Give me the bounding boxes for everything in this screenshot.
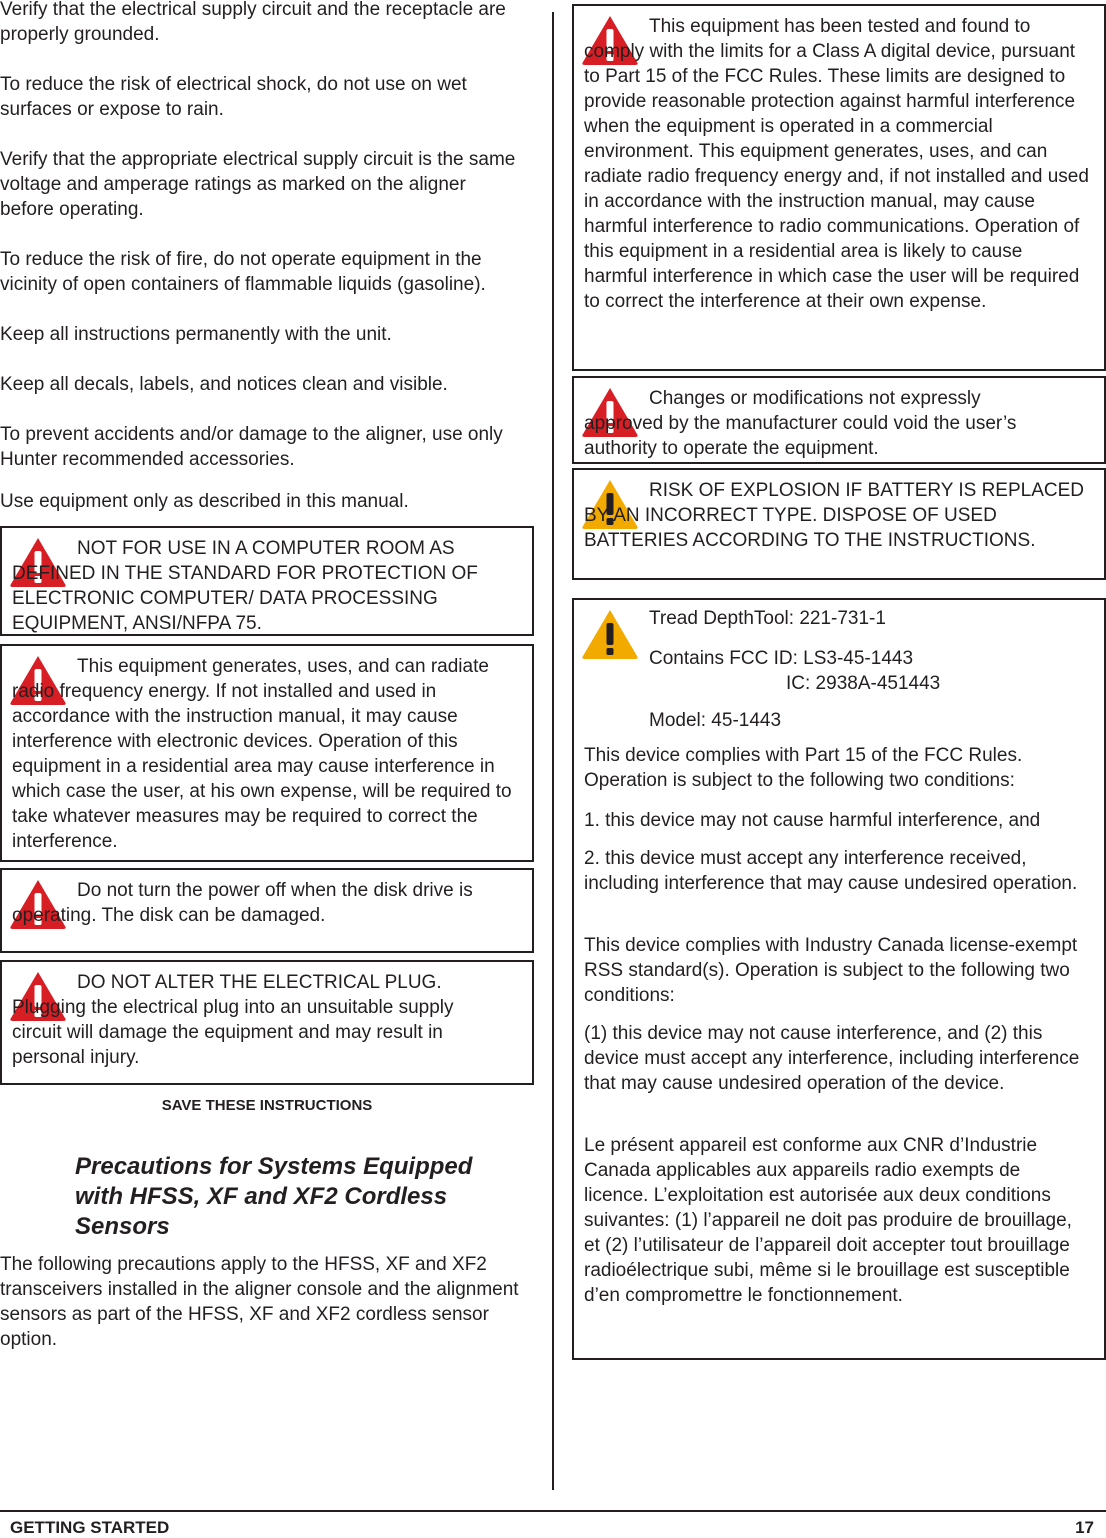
paragraph-use-manual: Use equipment only as described in this manual.	[0, 491, 409, 512]
warning-box-disk-drive	[0, 868, 534, 953]
paragraph-wet-surfaces: To reduce the risk of electrical shock, do not use on wet surfaces or expose to rain.	[0, 74, 467, 120]
fcc-condition-1: 1. this device may not cause harmful interference, and	[584, 810, 1041, 831]
paragraph-keep-instructions: Keep all instructions permanently with the unit.	[0, 324, 392, 345]
paragraph-supply-circuit: Verify that the appropriate electrical supply circuit is the same voltage and amperage ratings as marked on the aligner before operating.	[0, 149, 516, 220]
footer-section-title: GETTING STARTED	[10, 1518, 170, 1537]
fcc-id: Contains FCC ID: LS3-45-1443	[649, 648, 914, 669]
warning-box-battery	[572, 468, 1106, 580]
warning-box-radio-frequency	[0, 644, 534, 862]
warning-text: DO NOT ALTER THE ELECTRICAL PLUG. Plugging the electrical plug into an unsuitable supply circuit will damage the equipment and may result in personal injury.	[12, 972, 454, 1068]
model-number: Model: 45-1443	[649, 710, 782, 731]
warning-box-modifications	[572, 376, 1106, 464]
paragraph-keep-decals: Keep all decals, labels, and notices clean and visible.	[0, 374, 448, 395]
ic-conditions: (1) this device may not cause interference, and (2) this device must accept any interference, including interference that may cause undesired operation of the device.	[584, 1023, 1080, 1094]
warning-text: This equipment generates, uses, and can radiate radio frequency energy. If not installed and used in accordance with the instruction manual, it may cause interference with electronic devices. Operation of this equipment in a residential area may cause interference in which case the user, at his own expense, will be required to take whatever measures may be required to correct the interference.	[12, 656, 512, 852]
warning-box-computer-room	[0, 526, 534, 636]
caution-yellow-icon	[581, 608, 639, 660]
warning-text: Do not turn the power off when the disk drive is operating. The disk can be damaged.	[12, 880, 473, 926]
paragraph-precautions-intro: The following precautions apply to the HFSS, XF and XF2 transceivers installed in the aligner console and the alignment sensors as part of the HFSS, XF and XF2 cordless sensor option.	[0, 1254, 519, 1350]
fcc-part15-text: This device complies with Part 15 of the FCC Rules. Operation is subject to the following two conditions:	[584, 745, 1023, 791]
tool-part-number: Tread DepthTool: 221-731-1	[649, 608, 886, 629]
ic-number: IC: 2938A-451443	[786, 673, 941, 694]
footer-rule	[0, 1510, 1106, 1512]
save-instructions: SAVE THESE INSTRUCTIONS	[161, 1097, 373, 1114]
warning-text: This equipment has been tested and found to comply with the limits for a Class A digital device, pursuant to Part 15 of the FCC Rules. These limits are designed to provide reasonable protection against harmful interference when the equipment is operated in a commercial environment. This equipment generates, uses, and can radiate radio frequency energy and, if not installed and used in accordance with the instruction manual, may cause harmful interference to radio communications. Operation of this equipment in a residential area is likely to cause harmful interference in which case the user will be required to correct the interference at their own expense.	[584, 16, 1089, 312]
fcc-condition-2: 2. this device must accept any interference received, including interference that may cause undesired operation.	[584, 848, 1078, 894]
warning-box-electrical-plug	[0, 960, 534, 1085]
section-heading: Precautions for Systems Equipped with HFSS, XF and XF2 Cordless Sensors	[75, 1153, 473, 1240]
fcc-compliance-box	[572, 598, 1106, 1360]
warning-text: RISK OF EXPLOSION IF BATTERY IS REPLACED BY AN INCORRECT TYPE. DISPOSE OF USED BATTERIES ACCORDING TO THE INSTRUCTIONS.	[584, 480, 1085, 551]
paragraph-grounded: Verify that the electrical supply circuit and the receptacle are properly grounded.	[0, 0, 506, 45]
ic-compliance-text: This device complies with Industry Canada license-exempt RSS standard(s). Operation is subject to the following two conditions:	[584, 935, 1078, 1006]
ic-french-text: Le présent appareil est conforme aux CNR d’Industrie Canada applicables aux appareils radio exempts de licence. L’exploitation est autorisée aux deux conditions suivantes: (1) l’appareil ne doit pas produire de brouillage, et (2) l’utilisateur de l’appareil doit accepter tout brouillage radioélectrique subi, même si le brouillage est susceptible d’en compromettre le fonctionnement.	[584, 1135, 1072, 1306]
warning-text: Changes or modifications not expressly approved by the manufacturer could void the user’s authority to operate the equipment.	[584, 388, 1017, 459]
warning-box-fcc-class-a	[572, 4, 1106, 371]
warning-text: NOT FOR USE IN A COMPUTER ROOM AS DEFINED IN THE STANDARD FOR PROTECTION OF ELECTRONIC COMPUTER/ DATA PROCESSING EQUIPMENT, ANSI/NFPA 75.	[12, 538, 478, 634]
paragraph-accessories: To prevent accidents and/or damage to the aligner, use only Hunter recommended accessories.	[0, 424, 503, 470]
page-number: 17	[1075, 1518, 1094, 1537]
paragraph-fire-risk: To reduce the risk of fire, do not operate equipment in the vicinity of open containers of flammable liquids (gasoline).	[0, 249, 486, 295]
column-divider	[552, 12, 554, 1490]
